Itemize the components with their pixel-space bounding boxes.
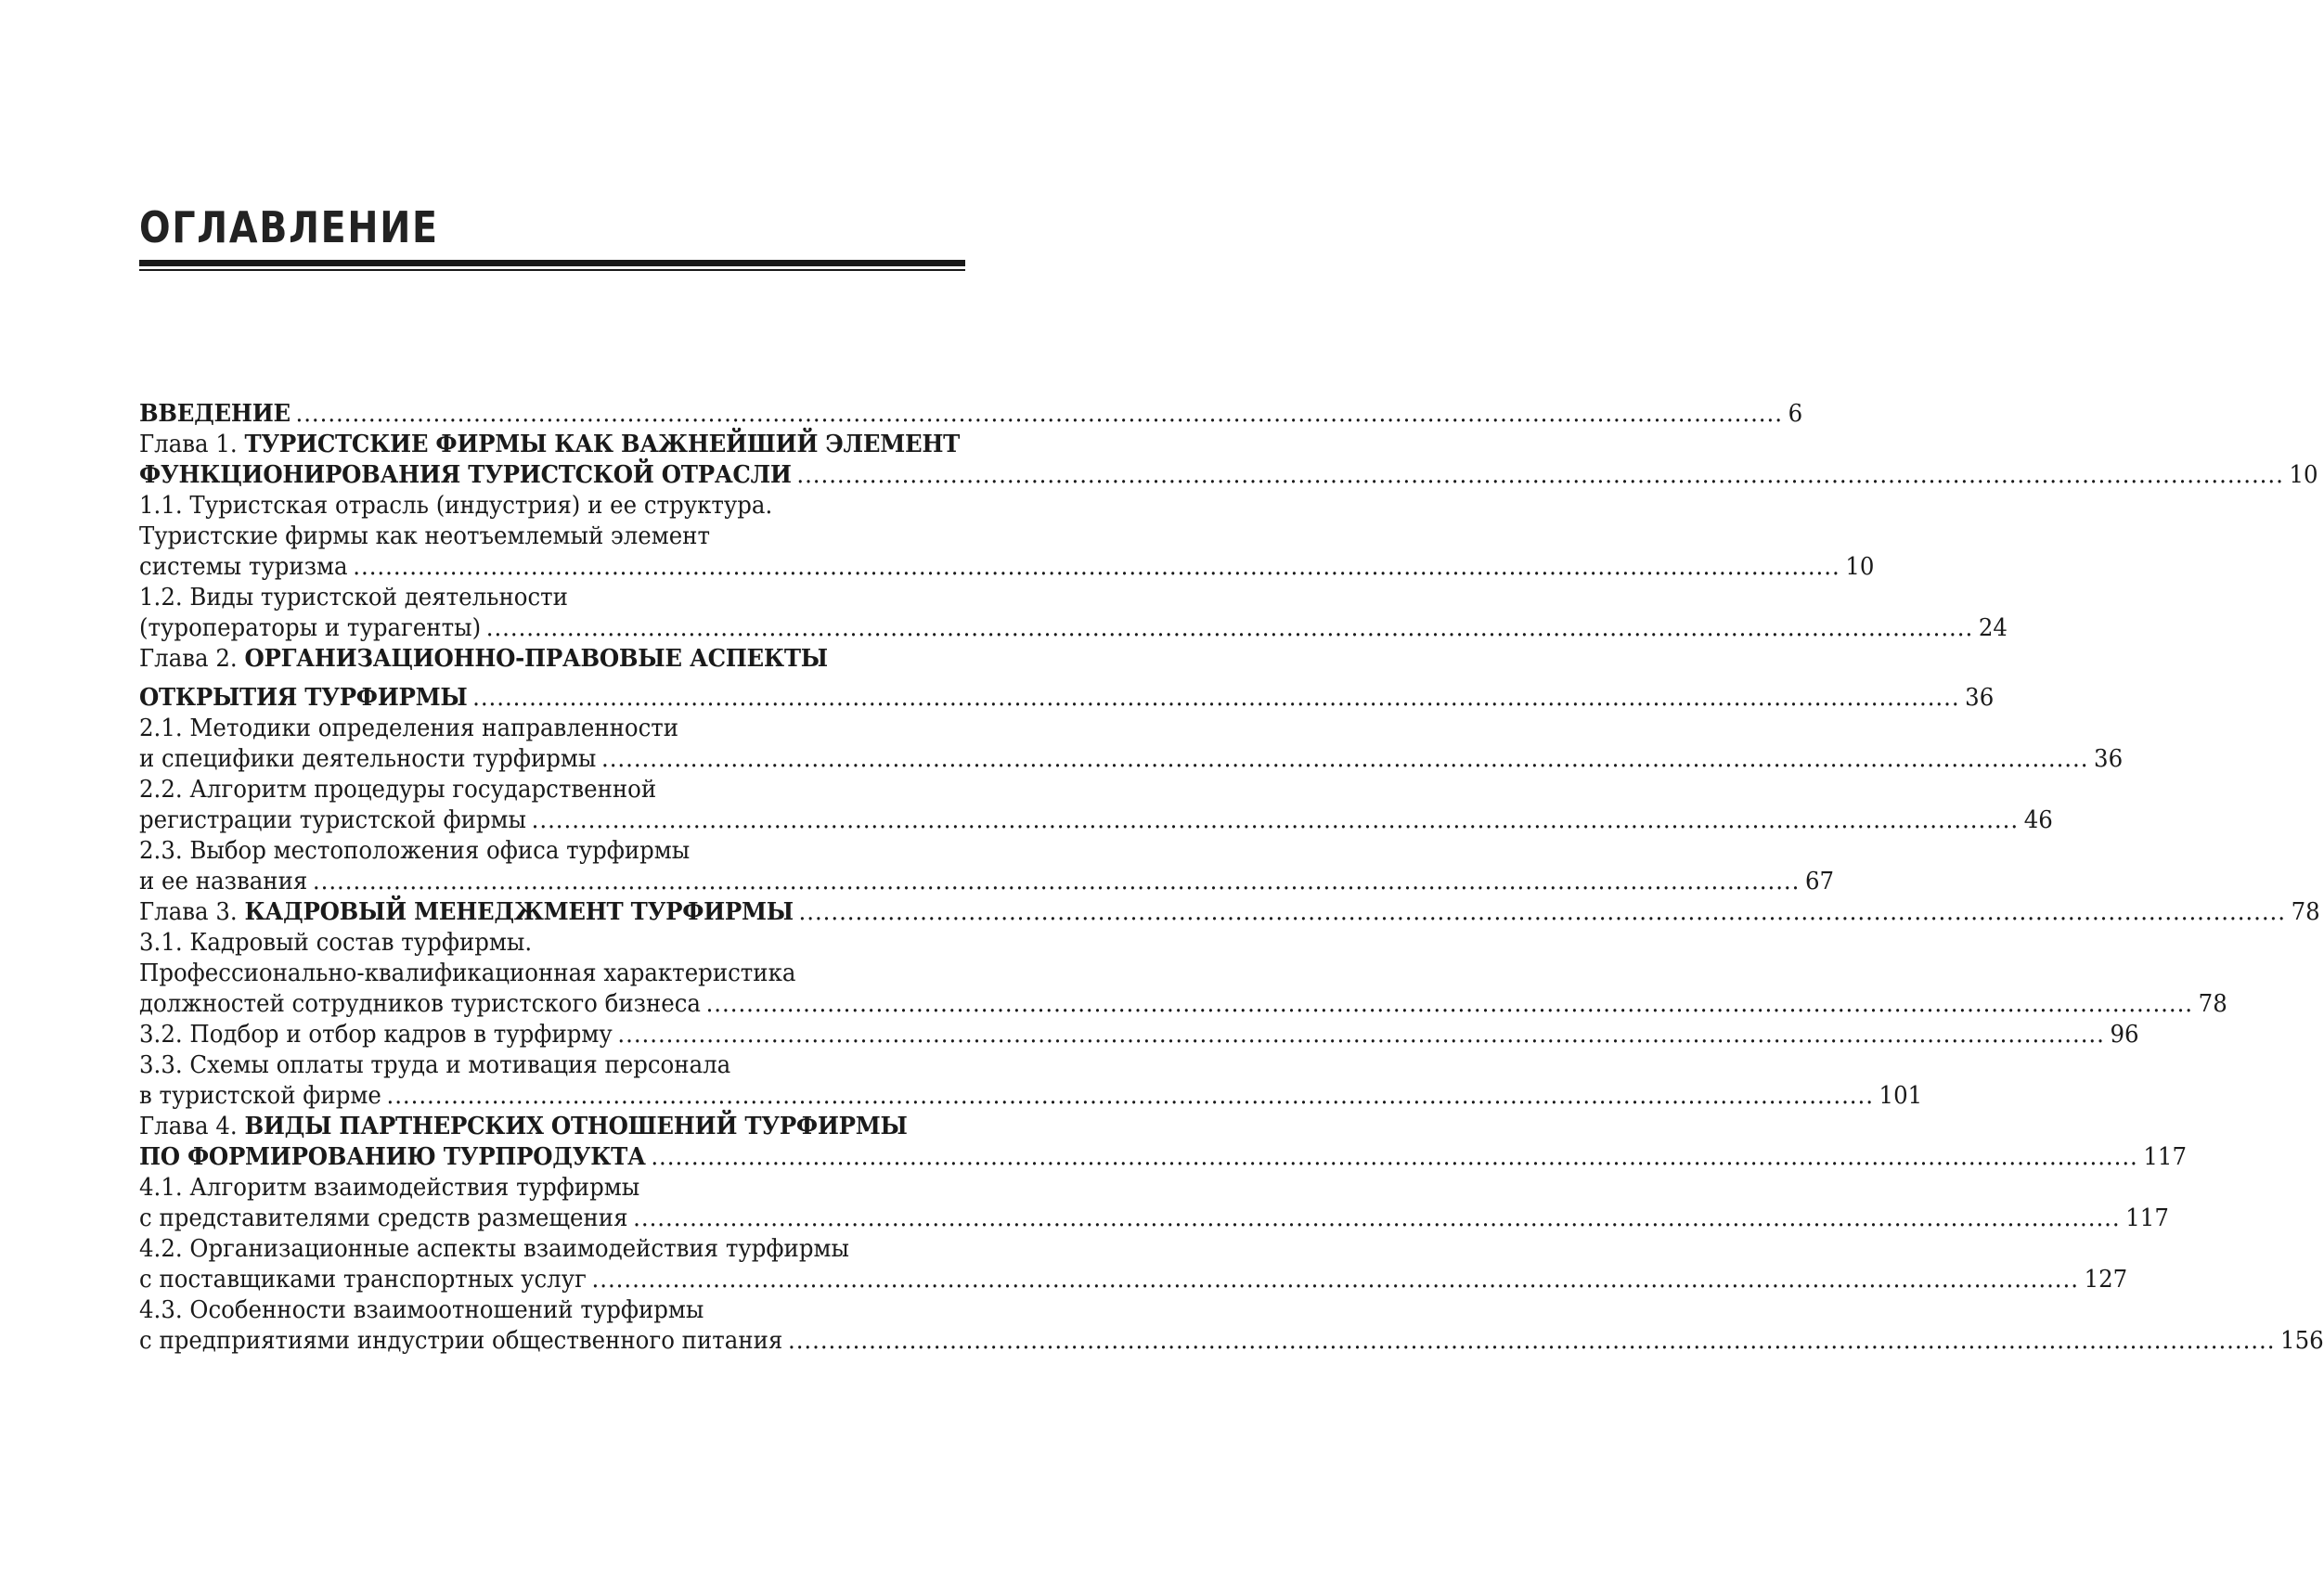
chapter-prefix: Глава 3. (139, 898, 245, 926)
line-gap (139, 675, 965, 683)
section-title-line-1: 2.2. Алгоритм процедуры государственной (139, 776, 657, 804)
page-number: 117 (2125, 1204, 2169, 1232)
page-number: 96 (2110, 1021, 2139, 1049)
chapter-title-line-1: ВИДЫ ПАРТНЕРСКИХ ОТНОШЕНИЙ ТУРФИРМЫ (244, 1113, 908, 1140)
dot-leader: ........................................................................................................................................................................................ (787, 1327, 2276, 1355)
page-title: ОГЛАВЛЕНИЕ (139, 202, 439, 252)
dot-leader: ........................................................................................................................................................................................ (633, 1204, 2121, 1232)
toc-entry-chapter-4[interactable] (139, 1112, 2188, 1173)
chapter-title-line-1: КАДРОВЫЙ МЕНЕДЖМЕНТ ТУРФИРМЫ (244, 898, 794, 926)
section-title-line-3: должностей сотрудников туристского бизнеса (139, 990, 701, 1018)
dot-leader: ........................................................................................................................................................................................ (796, 461, 2284, 489)
chapter-title-line-1: ОРГАНИЗАЦИОННО-ПРАВОВЫЕ АСПЕКТЫ (244, 645, 828, 673)
section-title-line-2: с предприятиями индустрии общественного питания (139, 1327, 783, 1355)
section-title-line-2: с поставщиками транспортных услуг (139, 1266, 587, 1294)
page-number: 127 (2084, 1266, 2128, 1294)
section-title-line-1: 3.3. Схемы оплаты труда и мотивация персонала (139, 1051, 731, 1079)
toc-entry-section-3-2[interactable] (139, 1020, 2139, 1050)
title-rule-thin (139, 269, 965, 271)
chapter-title-line-1: ТУРИСТСКИЕ ФИРМЫ КАК ВАЖНЕЙШИЙ ЭЛЕМЕНТ (244, 431, 961, 458)
section-title-line-1: 1.1. Туристская отрасль (индустрия) и ее структура. (139, 492, 773, 520)
toc-entry-chapter-1[interactable] (139, 430, 2318, 491)
page-number: 24 (1978, 614, 2008, 642)
title-rule-thick (139, 260, 965, 266)
dot-leader: ........................................................................................................................................................................................ (705, 990, 2194, 1018)
section-title-line-1: 2.1. Методики определения направленности (139, 715, 679, 742)
toc-entry-section-2-3[interactable] (139, 836, 1835, 897)
page-number: 78 (2198, 990, 2227, 1018)
section-title-line-2: и ее названия (139, 868, 308, 895)
dot-leader: ........................................................................................................................................................................................ (312, 868, 1801, 895)
chapter-title-line-2: ОТКРЫТИЯ ТУРФИРМЫ (139, 684, 468, 712)
page-number: 156 (2280, 1327, 2324, 1355)
dot-leader: ........................................................................................................................................................................................ (472, 684, 1960, 712)
toc-entry-chapter-2[interactable] (139, 644, 1995, 714)
toc-entry-section-1-2[interactable] (139, 583, 2008, 644)
chapter-prefix: Глава 1. (139, 431, 245, 458)
toc-entry-section-2-1[interactable] (139, 714, 2124, 775)
section-title-line-2: регистрации туристской фирмы (139, 806, 527, 834)
page-number: 6 (1788, 400, 1803, 428)
section-title-line-3: системы туризма (139, 553, 348, 581)
toc-entry-section-4-3[interactable] (139, 1295, 2324, 1357)
toc-entry-introduction[interactable] (139, 399, 1803, 430)
section-title-line-1: 3.2. Подбор и отбор кадров в турфирму (139, 1021, 613, 1049)
dot-leader: ........................................................................................................................................................................................ (485, 614, 1974, 642)
chapter-prefix: Глава 4. (139, 1113, 245, 1140)
page-number: 67 (1804, 868, 1835, 895)
page-number: 117 (2143, 1143, 2188, 1171)
page-number: 36 (1965, 684, 1995, 712)
chapter-title-line-2: ФУНКЦИОНИРОВАНИЯ ТУРИСТСКОЙ ОТРАСЛИ (139, 461, 792, 489)
page-number: 101 (1879, 1082, 1923, 1110)
dot-leader: ........................................................................................................................................................................................ (591, 1266, 2079, 1294)
toc-entry-section-4-1[interactable] (139, 1173, 2169, 1234)
section-title-line-2: и специфики деятельности турфирмы (139, 745, 597, 773)
toc-entry-chapter-3[interactable] (139, 897, 2320, 928)
toc-entry-section-1-1[interactable] (139, 491, 1875, 583)
page-number: 78 (2291, 898, 2320, 926)
dot-leader: ........................................................................................................................................................................................ (617, 1021, 2105, 1049)
toc-entry-section-3-1[interactable] (139, 928, 2227, 1020)
section-title-line-1: 4.3. Особенности взаимоотношений турфирмы (139, 1296, 704, 1324)
dot-leader: ........................................................................................................................................................................................ (651, 1143, 2138, 1171)
chapter-prefix: Глава 2. (139, 645, 245, 673)
toc-entry-section-3-3[interactable] (139, 1050, 1923, 1112)
dot-leader: ........................................................................................................................................................................................ (353, 553, 1840, 581)
toc-entry-title: ВВЕДЕНИЕ (139, 400, 290, 428)
section-title-line-2: Профессионально-квалификационная характеристика (139, 959, 796, 987)
section-title-line-1: 1.2. Виды туристской деятельности (139, 584, 568, 612)
page-number: 10 (1845, 553, 1875, 581)
dot-leader: ........................................................................................................................................................................................ (386, 1082, 1874, 1110)
dot-leader: ........................................................................................................................................................................................ (600, 745, 2089, 773)
chapter-title-line-2: ПО ФОРМИРОВАНИЮ ТУРПРОДУКТА (139, 1143, 646, 1171)
section-title-line-2: с представителями средств размещения (139, 1204, 628, 1232)
table-of-contents (139, 399, 2324, 1357)
section-title-line-2: Туристские фирмы как неотъемлемый элемент (139, 522, 710, 550)
toc-entry-section-2-2[interactable] (139, 775, 2053, 836)
page-number: 46 (2023, 806, 2053, 834)
section-title-line-2: (туроператоры и турагенты) (139, 614, 482, 642)
page-number: 36 (2094, 745, 2124, 773)
dot-leader: ........................................................................................................................................................................................ (798, 898, 2286, 926)
dot-leader: ........................................................................................................................................................................................ (531, 806, 2020, 834)
section-title-line-1: 2.3. Выбор местоположения офиса турфирмы (139, 837, 691, 865)
section-title-line-1: 3.1. Кадровый состав турфирмы. (139, 929, 533, 957)
toc-entry-section-4-2[interactable] (139, 1234, 2128, 1295)
section-title-line-1: 4.2. Организационные аспекты взаимодействия турфирмы (139, 1235, 849, 1263)
section-title-line-1: 4.1. Алгоритм взаимодействия турфирмы (139, 1174, 640, 1202)
section-title-line-2: в туристской фирме (139, 1082, 381, 1110)
page-number: 10 (2289, 461, 2318, 489)
dot-leader: ........................................................................................................................................................................................ (295, 400, 1783, 428)
